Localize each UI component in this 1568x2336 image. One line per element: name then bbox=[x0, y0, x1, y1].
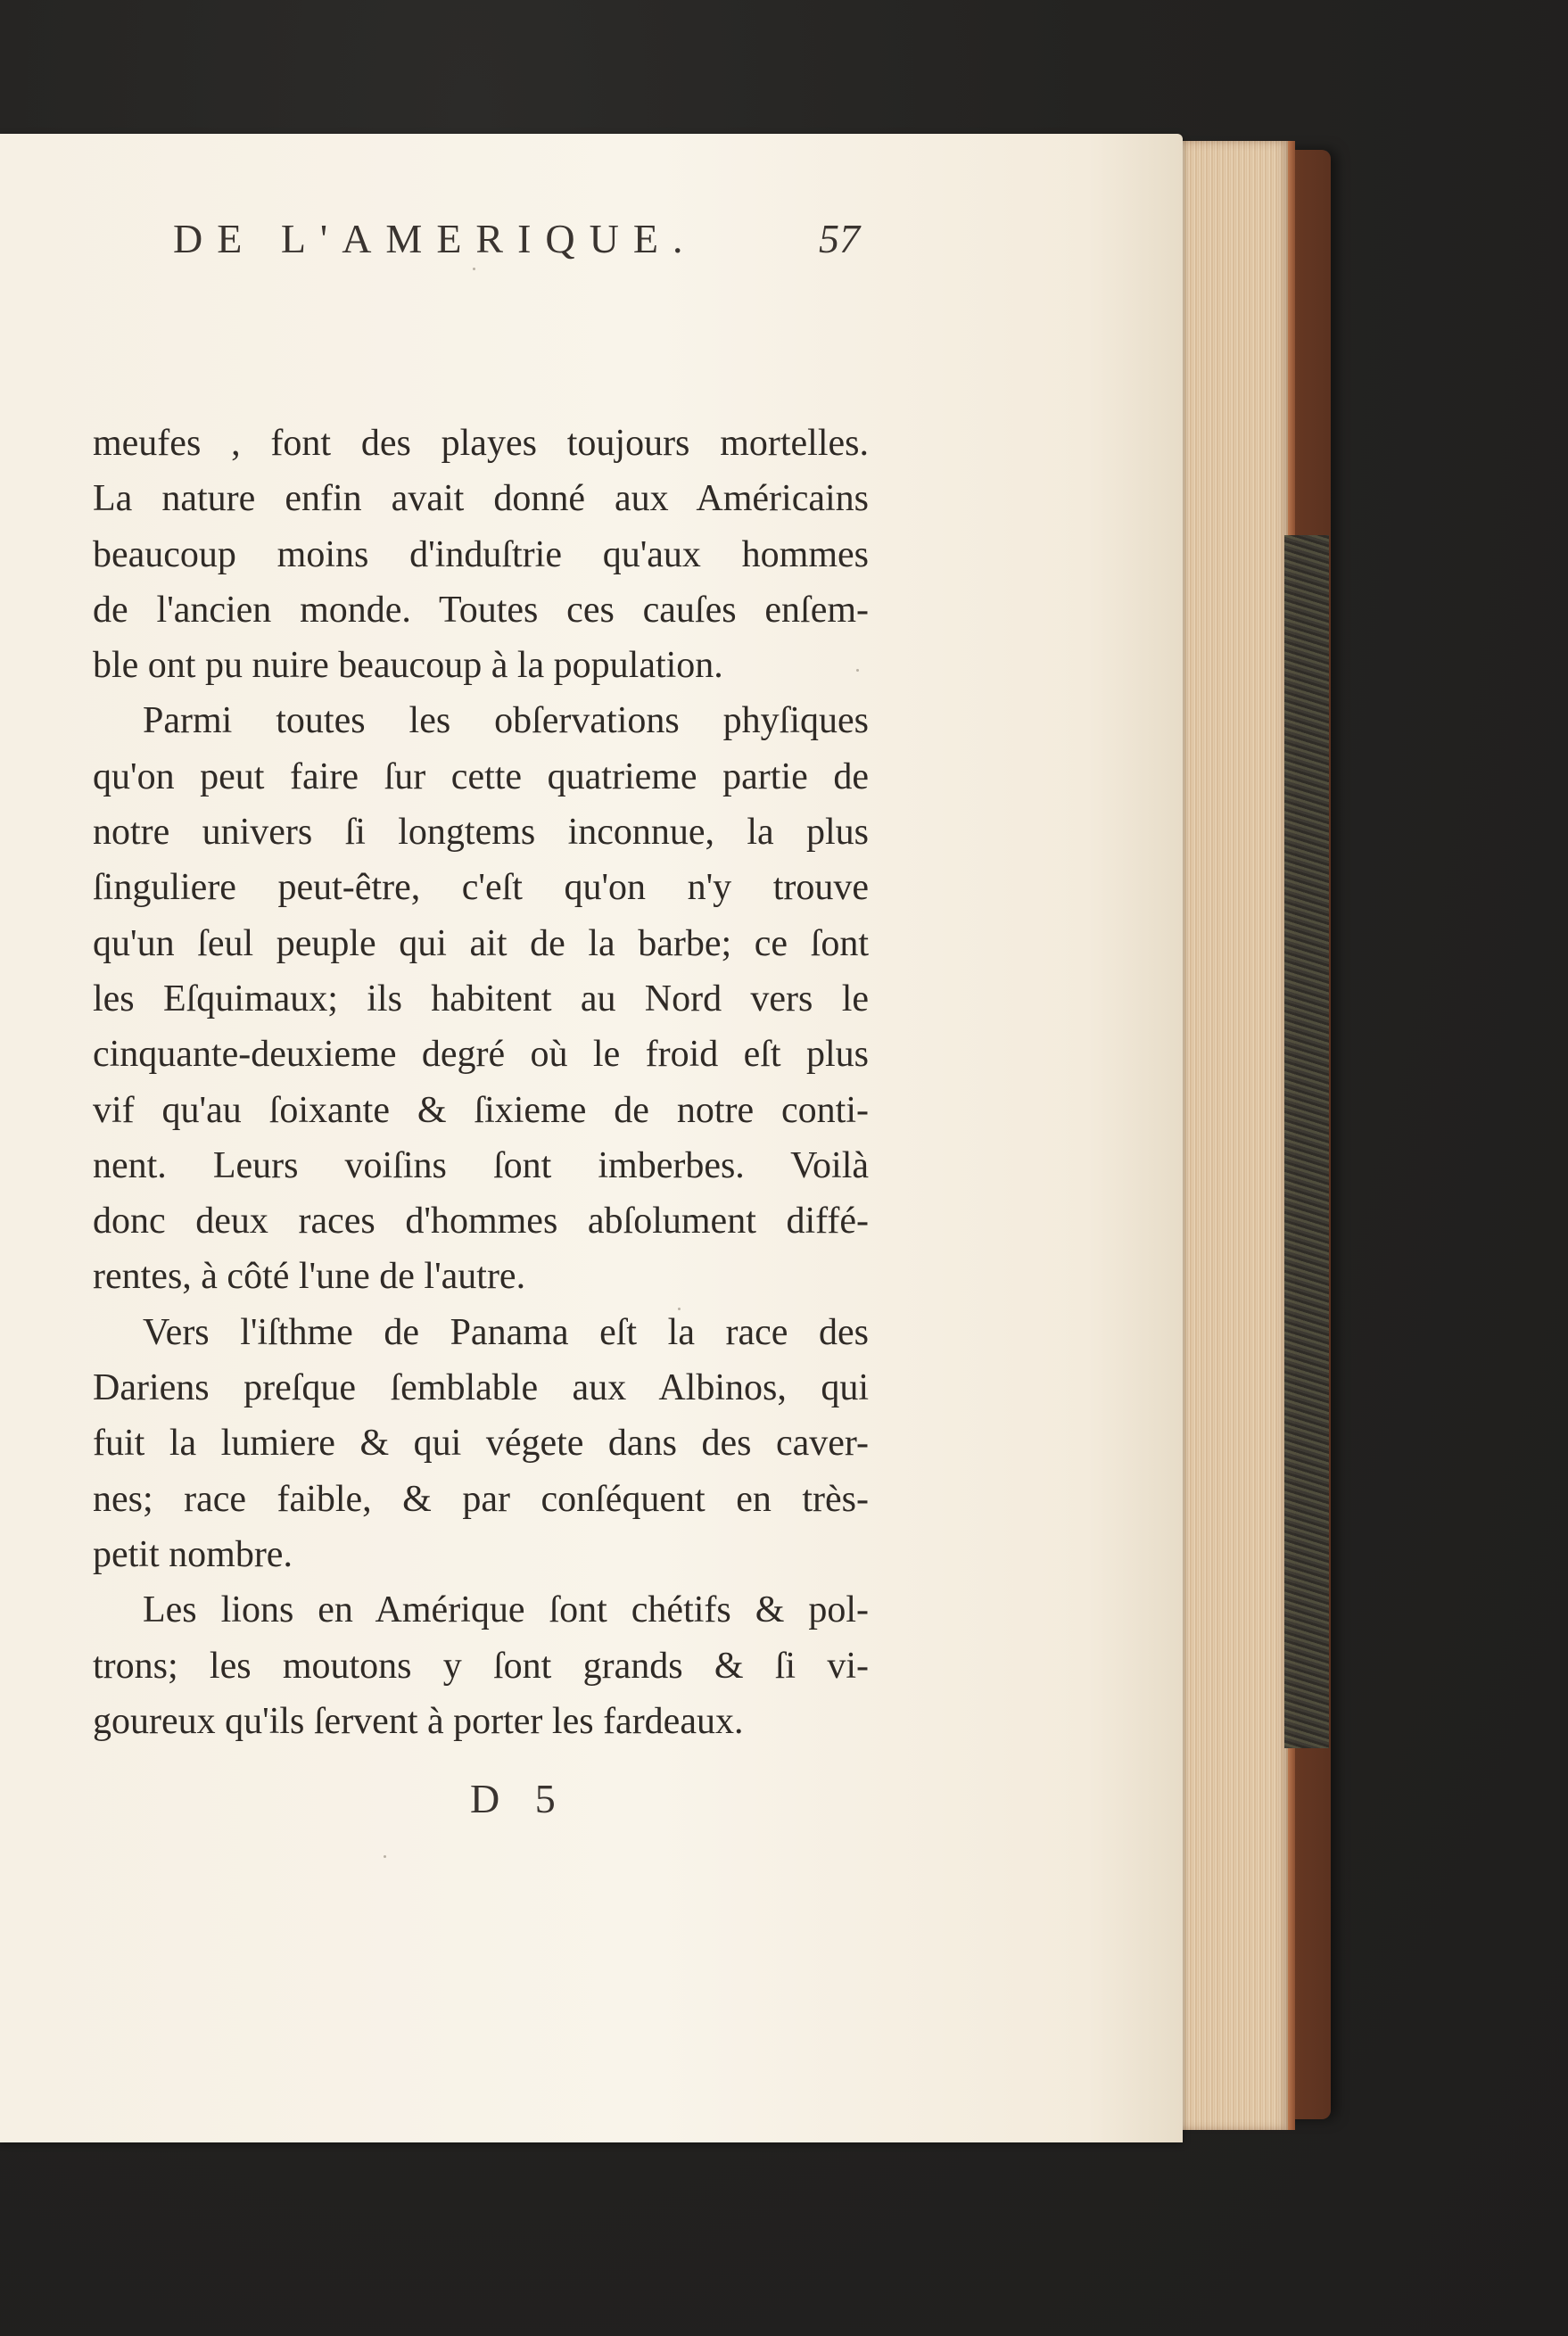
paper-speck bbox=[384, 1855, 386, 1858]
running-head bbox=[173, 210, 860, 268]
text-line: La nature enfin avait donné aux Américains bbox=[93, 478, 869, 520]
text-line: ſinguliere peut-être, c'eſt qu'on n'y trouve bbox=[93, 867, 869, 909]
text-line: fuit la lumiere & qui végete dans des caver- bbox=[93, 1423, 869, 1465]
signature-mark: D 5 bbox=[470, 1776, 568, 1821]
paper-speck bbox=[473, 268, 475, 270]
marbled-endpaper bbox=[1284, 535, 1329, 1748]
text-line: ble ont pu nuire beaucoup à la population. bbox=[93, 645, 723, 687]
text-line: petit nombre. bbox=[93, 1533, 293, 1575]
text-line: qu'on peut faire ſur cette quatrieme partie de bbox=[93, 755, 869, 797]
text-line: Dariens preſque ſemblable aux Albinos, qui bbox=[93, 1367, 869, 1409]
text-line: vif qu'au ſoixante & ſixieme de notre conti- bbox=[93, 1089, 869, 1131]
text-line: goureux qu'ils ſervent à porter les fardeaux. bbox=[93, 1700, 744, 1742]
text-line: nes; race faible, & par conſéquent en très- bbox=[93, 1478, 869, 1520]
text-line: cinquante-deuxieme degré où le froid eſt plus bbox=[93, 1034, 869, 1076]
text-line: donc deux races d'hommes abſolument diffé- bbox=[93, 1201, 869, 1242]
text-line: qu'un ſeul peuple qui ait de la barbe; ce ſont bbox=[93, 922, 869, 964]
text-line: trons; les moutons y ſont grands & ſi vi- bbox=[93, 1645, 869, 1687]
text-line: meufes , font des playes toujours mortelles. bbox=[93, 423, 869, 464]
text-line: rentes, à côté l'une de l'autre. bbox=[93, 1256, 526, 1298]
text-line: Parmi toutes les obſervations phyſiques bbox=[143, 700, 869, 742]
text-line: les Eſquimaux; ils habitent au Nord vers le bbox=[93, 978, 869, 1019]
running-title: DE L'AMERIQUE. bbox=[173, 216, 697, 261]
text-line: Vers l'iſthme de Panama eſt la race des bbox=[143, 1311, 869, 1353]
text-line: beaucoup moins d'induſtrie qu'aux hommes bbox=[93, 533, 869, 575]
text-line: notre univers ſi longtems inconnue, la plus bbox=[93, 812, 869, 854]
body-text bbox=[93, 416, 869, 1749]
text-line: Les lions en Amérique ſont chétifs & pol- bbox=[143, 1589, 869, 1631]
text-line: de l'ancien monde. Toutes ces cauſes enſem- bbox=[93, 589, 869, 631]
page-edges bbox=[1176, 141, 1290, 2130]
page-number: 57 bbox=[819, 216, 860, 261]
text-line: nent. Leurs voiſins ſont imberbes. Voilà bbox=[93, 1144, 869, 1186]
